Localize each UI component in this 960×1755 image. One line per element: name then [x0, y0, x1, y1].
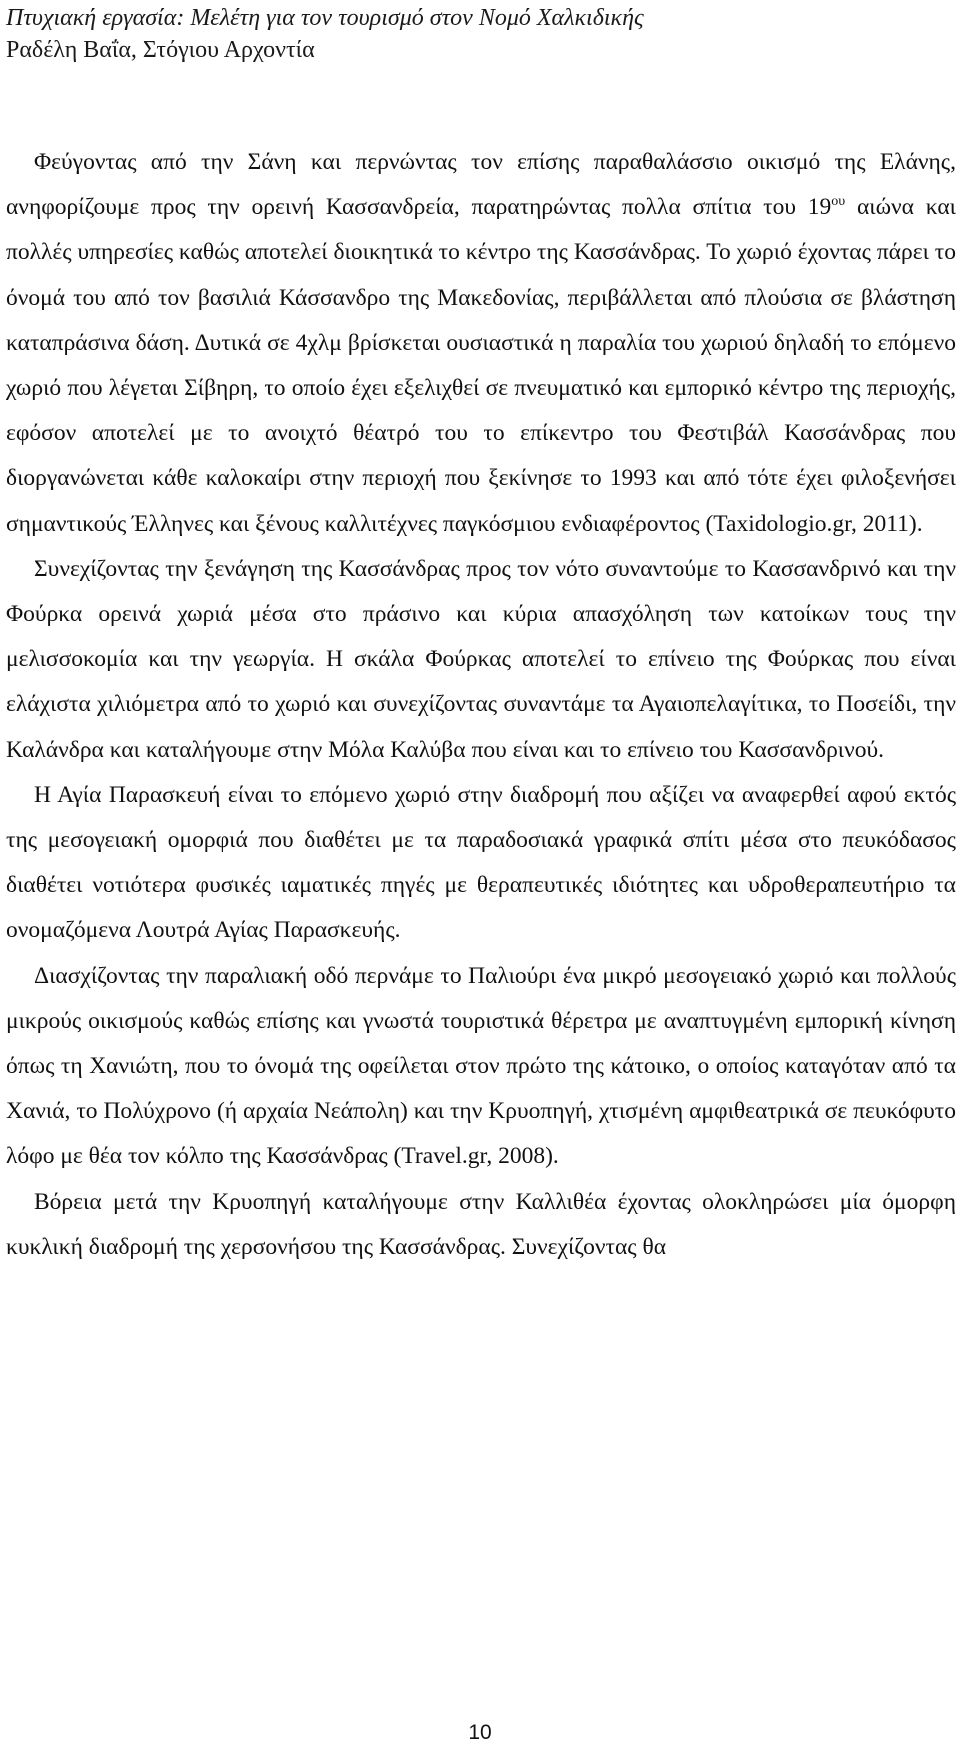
paragraph-3: Η Αγία Παρασκευή είναι το επόμενο χωριό στην διαδρομή που αξίζει να αναφερθεί αφού εκτός της μεσογειακή ομορφιά που διαθέτει με τα παραδοσιακά γραφικά σπίτι μέσα στο πευκόδασος διαθέτει νοτιότερα φυσικές ιαματικές πηγές με θεραπευτικές ιδιότητες και υδροθεραπευτήριο τα ονομαζόμενα Λουτρά Αγίας Παρασκευής. — [6, 781, 956, 944]
paragraph-1-text-end: αιώνα και πολλές υπηρεσίες καθώς αποτελεί διοικητικά το κέντρο της Κασσάνδρας. Το χωριό έχοντας πάρει το όνομά του από τον βασιλιά Κάσσανδρο της Μακεδονίας, περιβάλλεται από πλούσια σε βλάστηση καταπράσινα δάση. Δυτικά σε 4χλμ βρίσκεται ουσιαστικά η παραλία του χωριού δηλαδή το επόμενο χωριό που λέγεται Σίβηρη, το οποίο έχει εξελιχθεί σε πνευματικό και εμπορικό κέντρο της περιοχής, εφόσον αποτελεί με το ανοιχτό θέατρό του το επίκεντρο του Φεστιβάλ Κασσάνδρας που διοργανώνεται κάθε καλοκαίρι στην περιοχή που ξεκίνησε το 1993 και από τότε έχει φιλοξενήσει σημαντικούς Έλληνες και ξένους καλλιτέχνες παγκόσμιου ενδιαφέροντος (Taxidologio.gr, 2011). — [6, 194, 957, 537]
paragraph-4: Διασχίζοντας την παραλιακή οδό περνάμε το Παλιούρι ένα μικρό μεσογειακό χωριό και πολλούς μικρούς οικισμούς καθώς επίσης και γνωστά τουριστικά θέρετρα με αναπτυγμένη εμπορική κίνηση όπως τη Χανιώτη, που το όνομά της οφείλεται στον πρώτο της κάτοικο, ο οποίος καταγόταν από τα Χανιά, το Πολύχρονο (ή αρχαία Νεάπολη) και την Κρυοπηγή, χτισμένη αμφιθεατρικά σε πευκόφυτο λόφο με θέα τον κόλπο της Κασσάνδρας (Travel.gr, 2008). — [6, 962, 956, 1170]
page-header — [6, 2, 946, 66]
paragraph-2: Συνεχίζοντας την ξενάγηση της Κασσάνδρας προς τον νότο συναντούμε το Κασσανδρινό και την Φούρκα ορεινά χωριά μέσα στο πράσινο και κύρια απασχόληση των κατοίκων τους την μελισσοκομία και την γεωργία. Η σκάλα Φούρκας αποτελεί το επίνειο της Φούρκας που είναι ελάχιστα χιλιόμετρα από το χωριό και συνεχίζοντας συναντάμε τα Αγαιοπελαγίτικα, το Ποσείδι, την Καλάνδρα και καταλήγουμε στην Μόλα Καλύβα που είναι και το επίνειο του Κασσανδρινού. — [6, 555, 956, 763]
paragraph-1 — [6, 140, 956, 547]
page-number: 10 — [468, 1721, 492, 1744]
paragraph-5: Βόρεια μετά την Κρυοπηγή καταλήγουμε στην Καλλιθέα έχοντας ολοκληρώσει μία όμορφη κυκλική διαδρομή της χερσονήσου της Κασσάνδρας. Συνεχίζοντας θα — [6, 1188, 956, 1260]
document-title: Πτυχιακή εργασία: Μελέτη για τον τουρισμό στον Νομό Χαλκιδικής — [6, 5, 644, 31]
paragraph-1-text-start: Φεύγοντας από την Σάνη και περνώντας τον επίσης παραθαλάσσιο οικισμό της Ελάνης, ανηφορίζουμε προς την ορεινή Κασσανδρεία, παρατηρώντας πολλα σπίτια του 19 — [6, 149, 956, 221]
ordinal-superscript: ου — [831, 194, 846, 210]
document-authors: Ραδέλη Βαΐα, Στόγιου Αρχοντία — [6, 37, 315, 63]
body-text — [6, 140, 956, 1270]
